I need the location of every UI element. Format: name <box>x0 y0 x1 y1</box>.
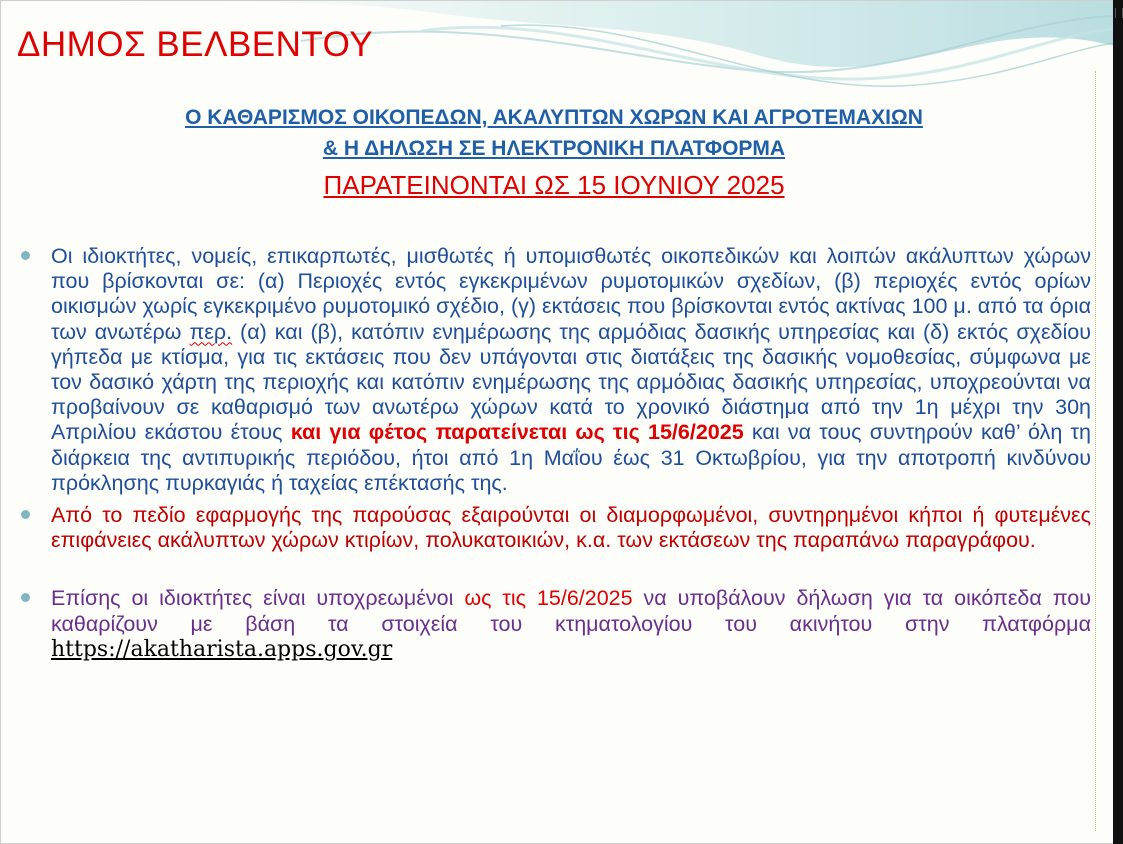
platform-link[interactable]: https://akatharista.apps.gov.gr <box>51 636 393 662</box>
bullet-dot-icon <box>21 510 30 519</box>
bullet1-abbr: περ. <box>189 319 233 344</box>
bullet1-text-part2: (α) και (β), κατόπιν ενημέρωσης της αρμόδιας δασικής υπηρεσίας και (δ) εκτός σχεδίου γήπεδα με κτίσμα, για τις εκτάσεις που δεν υπάγονται στις διατάξεις της δασικής νομοθεσίας, σύμφωνα με τον δασικό χάρτη της περιοχής και κατόπιν ενημέρωσης της αρμόδιας δασικής υπηρεσίας, υποχρεούνται να προβαίνουν σε καθαρισμό των ανωτέρω χώρων κατά το χρονικό διάστημα από την 1η μέχρι την 30η Απριλίου εκάστου έτους <box>51 319 1092 445</box>
bullet3-date-highlight: ως τις 15/6/2025 <box>464 586 633 611</box>
bullet1-text-part3: και να τους συντηρούν καθ’ όλη τη διάρκεια της αντιπυρικής περιόδου, ήτοι από 1η Μαΐου έως 31 Οκτωβρίου, για την αποτροπή κινδύνου πρόκλησης πυρκαγιάς ή ταχείας επέκτασής της. <box>51 420 1092 495</box>
bullet-dot-icon <box>21 593 30 602</box>
resize-grip-icon[interactable] <box>1115 8 1123 18</box>
bullet1-text-part1: Οι ιδιοκτήτες, νομείς, επικαρπωτές, μισθωτές ή υπομισθωτές οικοπεδικών και λοιπών ακάλυπτων χώρων που βρίσκονται σε: (α) Περιοχές εντός εγκεκριμένων ρυμοτομικών σχεδίων, (β) περιοχές εντός ορίων οικισμών χωρίς εγκεκριμένο ρυμοτομικό σχέδιο, (γ) εκτάσεις που βρίσκονται εντός ακτίνας 100 μ. από τα όρια των ανωτέρω <box>51 244 1091 344</box>
bullet1-extension-highlight: και για φέτος παρατείνεται ως τις 15/6/2025 <box>290 420 744 445</box>
bullet-owners-obligation <box>19 244 1091 496</box>
bullet-dot-icon <box>21 251 30 260</box>
heading-extension-date: ΠΑΡΑΤΕΙΝΟΝΤΑΙ ΩΣ 15 ΙΟΥΝΙΟΥ 2025 <box>323 170 785 200</box>
heading-line-2: & Η ΔΗΛΩΣΗ ΣΕ ΗΛΕΚΤΡΟΝΙΚΗ ΠΛΑΤΦΟΡΜΑ <box>322 137 786 160</box>
window-edge-bar <box>1113 0 1123 844</box>
bullet-list <box>19 244 1091 662</box>
municipality-title: ΔΗΜΟΣ ΒΕΛΒΕΝΤΟΥ <box>17 25 374 64</box>
bullet-exemptions <box>19 503 1091 553</box>
bullet2-text: Από το πεδίο εφαρμογής της παρούσας εξαιρούνται οι διαμορφωμένοι, συντηρημένοι κήποι ή φυτεμένες επιφάνειες ακάλυπτων χώρων κτιρίων, πολυκατοικιών, κ.α. των εκτάσεων της παραπάνω παραγράφου. <box>51 503 1091 553</box>
bullet3-text-part2: να υποβάλουν δήλωση για τα οικόπεδα που καθαρίζουν με βάση τα στοιχεία του κτηματολογίου του ακινήτου στην πλατφόρμα <box>51 586 1091 636</box>
bullet-platform-declaration <box>19 586 1091 662</box>
heading-line-1: Ο ΚΑΘΑΡΙΣΜΟΣ ΟΙΚΟΠΕΔΩΝ, ΑΚΑΛΥΠΤΩΝ ΧΩΡΩΝ ΚΑΙ ΑΓΡΟΤΕΜΑΧΙΩΝ <box>185 106 923 129</box>
bullet3-text-part1: Επίσης οι ιδιοκτήτες είναι υποχρεωμένοι <box>51 586 465 611</box>
